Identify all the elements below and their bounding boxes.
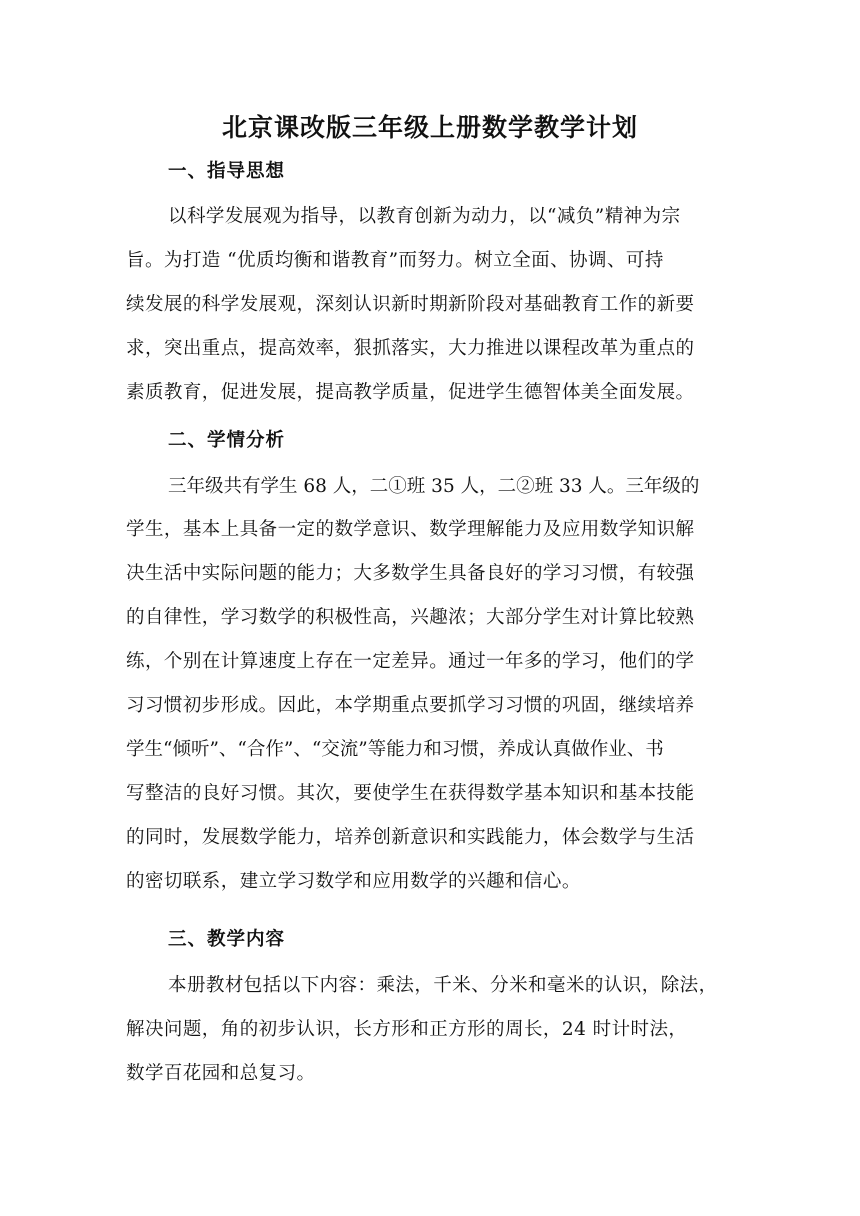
section-heading-guiding-ideology: 一、指导思想	[168, 161, 286, 182]
section-heading-teaching-content: 三、教学内容	[168, 929, 286, 950]
paragraph-line: 解决问题，角的初步认识，长方形和正方形的周长，24 时计时法，	[126, 1019, 688, 1040]
paragraph-line: 数学百花园和总复习。	[126, 1063, 316, 1084]
document-title: 北京课改版三年级上册数学教学计划	[221, 113, 638, 142]
paragraph-line: 学生，基本上具备一定的数学意识、数学理解能力及应用数学知识解	[126, 519, 695, 540]
paragraph-line: 的密切联系，建立学习数学和应用数学的兴趣和信心。	[126, 871, 581, 892]
paragraph-line: 旨。为打造 “优质均衡和谐教育”而努力。树立全面、协调、可持	[126, 250, 664, 271]
paragraph-line: 的同时，发展数学能力，培养创新意识和实践能力，体会数学与生活	[126, 827, 695, 848]
paragraph-line: 学生“倾听”、“合作”、“交流”等能力和习惯，养成认真做作业、书	[126, 739, 664, 760]
paragraph-line: 三年级共有学生 68 人，二①班 35 人，二②班 33 人。三年级的	[168, 476, 700, 497]
paragraph-line: 决生活中实际问题的能力；大多数学生具备良好的学习习惯，有较强	[126, 563, 695, 584]
paragraph-line: 的自律性，学习数学的积极性高，兴趣浓；大部分学生对计算比较熟	[126, 607, 695, 628]
paragraph-line: 以科学发展观为指导，以教育创新为动力，以“减负”精神为宗	[168, 206, 681, 227]
paragraph-line: 练，个别在计算速度上存在一定差异。通过一年多的学习，他们的学	[126, 651, 695, 672]
paragraph-line: 求，突出重点，提高效率，狠抓落实，大力推进以课程改革为重点的	[126, 338, 695, 359]
paragraph-line: 写整洁的良好习惯。其次，要使学生在获得数学基本知识和基本技能	[126, 783, 695, 804]
paragraph-line: 习习惯初步形成。因此，本学期重点要抓学习习惯的巩固，继续培养	[126, 695, 695, 716]
paragraph-line: 本册教材包括以下内容：乘法，千米、分米和毫米的认识，除法，	[168, 975, 718, 996]
section-heading-student-analysis: 二、学情分析	[168, 430, 286, 451]
paragraph-line: 续发展的科学发展观，深刻认识新时期新阶段对基础教育工作的新要	[126, 294, 695, 315]
paragraph-line: 素质教育，促进发展，提高教学质量，促进学生德智体美全面发展。	[126, 382, 695, 403]
